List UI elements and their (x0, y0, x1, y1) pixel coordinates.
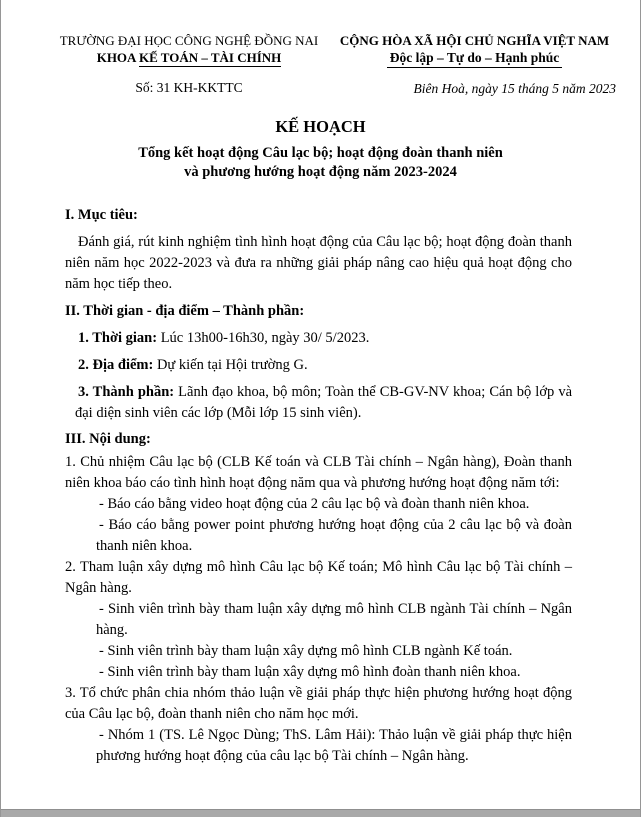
org-department-underlined: KẾ TOÁN – TÀI CHÍNH (138, 50, 282, 65)
document-body (1, 0, 640, 767)
national-motto-line1: CỘNG HÒA XÃ HỘI CHỦ NGHĨA VIỆT NAM (339, 33, 610, 48)
section-2-item-location (65, 355, 572, 376)
content-item-2-sub-3: - Sinh viên trình bày tham luận xây dựng mô hình đoàn thanh niên khoa. (99, 664, 521, 680)
document-content (1, 205, 640, 767)
participants-value: Lãnh đạo khoa, bộ môn; Toàn thể CB-GV-NV khoa; Cán bộ lớp và đại diện sinh viên các lớp (Mỗi lớp 15 sinh viên). (75, 384, 572, 421)
content-item-1-sub-1: - Báo cáo bằng video hoạt động của 2 câu lạc bộ và đoàn thanh niên khoa. (99, 496, 530, 512)
document-title: KẾ HOẠCH (275, 117, 366, 136)
section-2-item-time (65, 328, 572, 349)
section-3-heading: III. Nội dung: (65, 431, 151, 447)
location-label: 2. Địa điểm: (78, 357, 154, 373)
subtitle-line-1: Tổng kết hoạt động Câu lạc bộ; hoạt động đoàn thanh niên (138, 145, 503, 161)
national-motto-underlined: Độc lập – Tự do – Hạnh phúc (387, 49, 563, 68)
org-name: TRƯỜNG ĐẠI HỌC CÔNG NGHỆ ĐỒNG NAI (59, 33, 319, 48)
document-number: Số: 31 KH-KKTTC (135, 80, 243, 95)
time-label: 1. Thời gian: (78, 330, 158, 346)
document-header (1, 33, 640, 99)
section-2-item-participants (65, 382, 572, 424)
content-item-1: 1. Chủ nhiệm Câu lạc bộ (CLB Kế toán và CLB Tài chính – Ngân hàng), Đoàn thanh niên khoa báo cáo tình hình hoạt động năm qua và phương hướng hoạt động năm tới: (65, 454, 572, 491)
content-item-2: 2. Tham luận xây dựng mô hình Câu lạc bộ Kế toán; Mô hình Câu lạc bộ Tài chính – Ngân hàng. (65, 559, 572, 596)
location-value: Dự kiến tại Hội trường G. (153, 357, 308, 373)
participants-label: 3. Thành phần: (78, 384, 175, 400)
time-value: Lúc 13h00-16h30, ngày 30/ 5/2023. (157, 330, 370, 346)
national-motto-line2 (329, 49, 620, 68)
section-1-paragraph: Đánh giá, rút kinh nghiệm tình hình hoạt động của Câu lạc bộ; hoạt động đoàn thanh niên năm học 2022-2023 và đưa ra những giải pháp nâng cao hiệu quả hoạt động cho năm học tiếp theo. (65, 234, 572, 292)
document-subtitle (1, 144, 640, 181)
header-national-block (329, 33, 620, 99)
subtitle-line-2: và phương hướng hoạt động năm 2023-2024 (184, 163, 457, 180)
header-org-block (49, 33, 329, 99)
page-bottom-edge (1, 809, 640, 817)
org-department (49, 49, 329, 66)
content-item-3-sub-1: - Nhóm 1 (TS. Lê Ngọc Dùng; ThS. Lâm Hải): Thảo luận về giải pháp thực hiện phương hướng hoạt động của câu lạc bộ Tài chính – Ngân hàng. (96, 727, 572, 764)
content-item-2-sub-2: - Sinh viên trình bày tham luận xây dựng mô hình CLB ngành Kế toán. (99, 643, 513, 659)
org-department-prefix: KHOA (96, 50, 139, 65)
section-2-heading: II. Thời gian - địa điểm – Thành phần: (65, 303, 305, 319)
place-and-date: Biên Hoà, ngày 15 tháng 5 năm 2023 (413, 81, 616, 96)
content-item-2-sub-1: - Sinh viên trình bày tham luận xây dựng mô hình CLB ngành Tài chính – Ngân hàng. (96, 601, 572, 638)
content-item-1-sub-2: - Báo cáo bằng power point phương hướng hoạt động của 2 câu lạc bộ và đoàn thanh niên khoa. (96, 517, 572, 554)
section-1-heading: I. Mục tiêu: (65, 207, 138, 223)
content-item-3: 3. Tổ chức phân chia nhóm thảo luận về giải pháp thực hiện phương hướng hoạt động của Câu lạc bộ, đoàn thanh niên cho năm học mới. (65, 685, 572, 722)
